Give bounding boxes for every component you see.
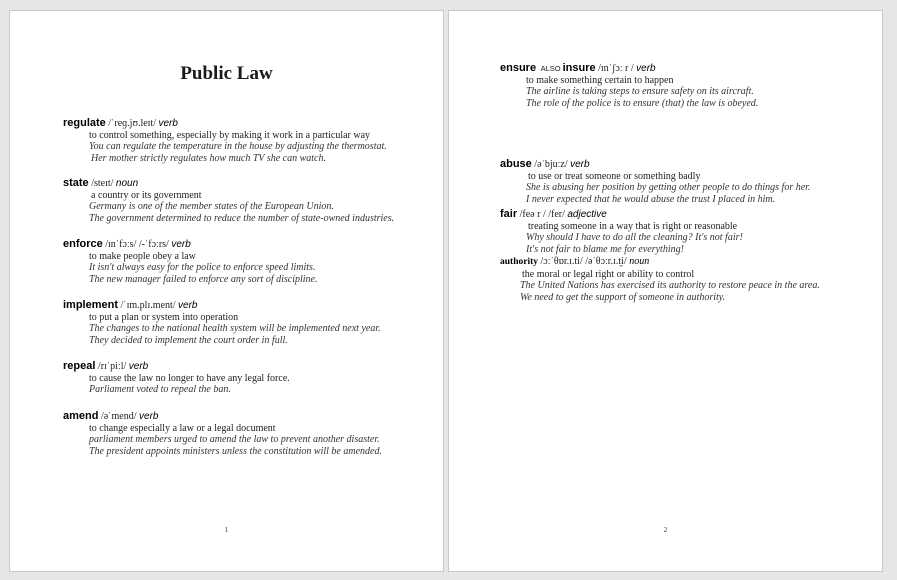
entry-implement (63, 300, 381, 346)
headword: repeal (63, 360, 96, 372)
example: Parliament voted to repeal the ban. (89, 384, 231, 395)
part-of-speech: verb (128, 361, 149, 372)
part-of-speech: verb (178, 300, 198, 311)
headword: ensure (500, 62, 537, 74)
pronunciation: /ɪnˈʃɔː r / (598, 63, 634, 74)
entry-authority (500, 256, 820, 303)
headword: enforce (63, 238, 103, 250)
definition: to use or treat someone or something badly (528, 170, 701, 182)
definition: treating someone in a way that is right or reasonable (528, 220, 738, 232)
pronunciation: /ˈreɡ.jʊ.leɪt/ (108, 118, 156, 129)
headword: authority (500, 257, 538, 267)
definition: to make something certain to happen (526, 74, 674, 86)
pronunciation: /rɪˈpiːl/ (97, 361, 127, 372)
example: You can regulate the temperature in the house by adjusting the thermostat. (89, 141, 387, 152)
headword: regulate (63, 117, 106, 129)
headword: amend (63, 410, 99, 422)
example: Germany is one of the member states of the European Union. (89, 201, 334, 212)
part-of-speech: noun (629, 256, 650, 267)
part-of-speech: verb (158, 118, 178, 129)
definition: the moral or legal right or ability to control (522, 268, 695, 280)
example: The United Nations has exercised its authority to restore peace in the area. (520, 280, 820, 291)
headword: fair (500, 208, 518, 220)
example: The role of the police is to ensure (that) the law is obeyed. (526, 97, 759, 109)
definition: to make people obey a law (89, 250, 196, 262)
headword: abuse (500, 158, 532, 170)
example: It's not fair to blame me for everything! (526, 243, 684, 255)
example: The airline is taking steps to ensure safety on its aircraft. (526, 86, 754, 97)
document-page-1 (9, 10, 444, 572)
pronunciation: /ɪnˈfɔːs/ /-ˈfɔːrs/ (105, 239, 169, 250)
definition: to change especially a law or a legal document (89, 422, 276, 434)
entry-ensure (500, 63, 758, 109)
entry-repeal (63, 361, 290, 396)
part-of-speech: adjective (567, 209, 607, 220)
pronunciation: /əˈbjuːz/ (534, 159, 568, 170)
entry-enforce (63, 239, 318, 285)
part-of-speech: verb (636, 63, 656, 74)
definition: to cause the law no longer to have any legal force. (89, 372, 290, 384)
document-page-2 (448, 10, 883, 572)
example: The president appoints ministers unless the constitution will be amended. (89, 445, 382, 457)
alt-headword: insure (562, 62, 596, 74)
example: Why should I have to do all the cleaning? It's not fair! (526, 232, 743, 243)
pronunciation: /əˈmend/ (100, 411, 137, 422)
example: I never expected that he would abuse the trust I placed in him. (526, 193, 776, 205)
pronunciation: /ɔːˈθɒr.ɪ.ti/ /əˈθɔːr.ɪ.t̬i/ (540, 256, 627, 267)
pronunciation: /steɪt/ (91, 178, 114, 189)
entry-amend (63, 411, 382, 457)
example: The new manager failed to enforce any sort of discipline. (89, 273, 318, 285)
headword: implement (63, 299, 119, 311)
also-label: ALSO (540, 64, 561, 73)
example: The changes to the national health system will be implemented next year. (89, 323, 381, 334)
entry-regulate (63, 118, 387, 164)
part-of-speech: verb (171, 239, 191, 250)
page-number: 1 (224, 526, 229, 534)
part-of-speech: verb (570, 159, 590, 170)
pronunciation: /feə r / /fer/ (519, 209, 565, 220)
example: parliament members urged to amend the law to prevent another disaster. (89, 434, 380, 445)
part-of-speech: verb (139, 411, 159, 422)
entry-abuse (500, 159, 810, 205)
example: They decided to implement the court order in full. (89, 334, 288, 346)
example: She is abusing her position by getting other people to do things for her. (526, 182, 811, 193)
page-number: 2 (663, 526, 668, 534)
headword: state (63, 177, 89, 189)
entry-fair (500, 209, 743, 255)
pronunciation: /ˈɪm.plɪ.ment/ (120, 300, 176, 311)
example: It isn't always easy for the police to enforce speed limits. (89, 262, 316, 273)
example: We need to get the support of someone in authority. (520, 291, 726, 303)
part-of-speech: noun (115, 178, 139, 189)
example: Her mother strictly regulates how much TV she can watch. (91, 152, 326, 164)
definition: a country or its government (91, 189, 202, 201)
entry-state (63, 178, 394, 224)
page-title: Public Law (180, 63, 273, 84)
definition: to put a plan or system into operation (89, 311, 239, 323)
example: The government determined to reduce the number of state-owned industries. (89, 212, 395, 224)
definition: to control something, especially by making it work in a particular way (89, 129, 371, 141)
